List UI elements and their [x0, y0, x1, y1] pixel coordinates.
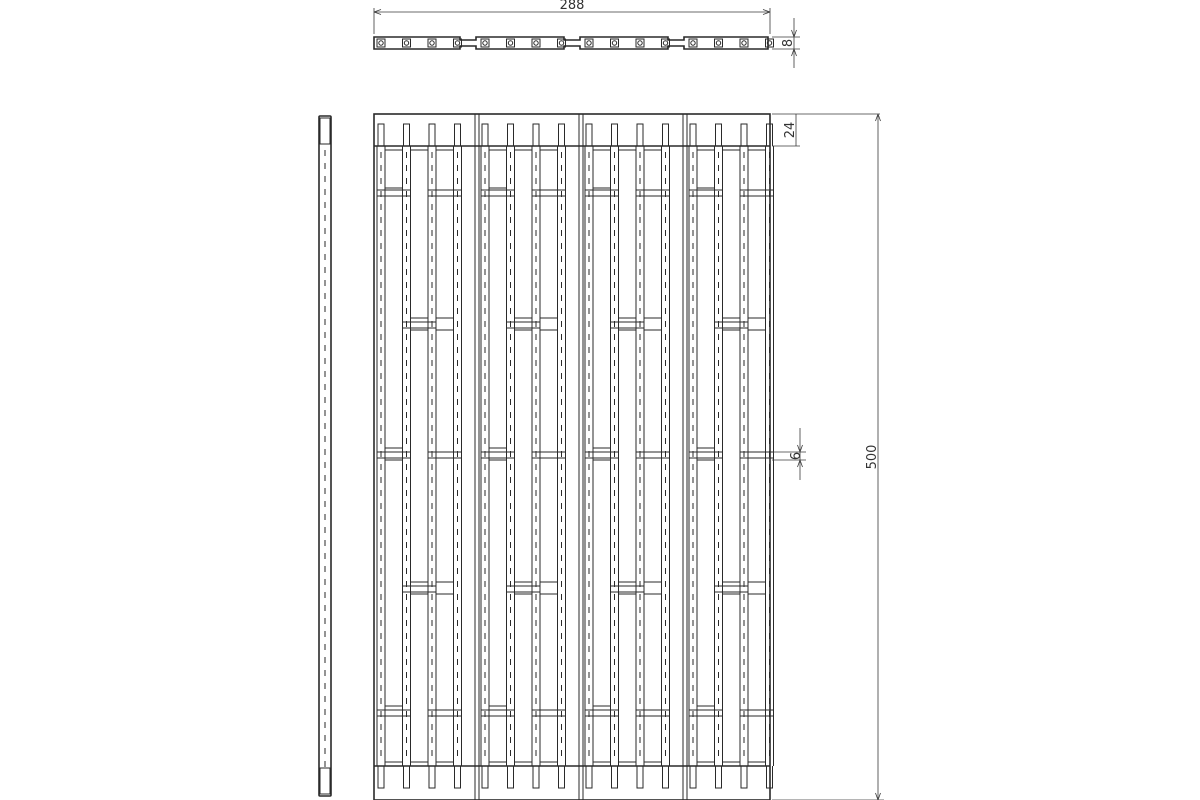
top-view-hole — [507, 39, 515, 47]
slot-opening — [515, 594, 533, 762]
dimension-thickness — [772, 18, 800, 68]
cross-link — [636, 452, 670, 458]
cross-link — [585, 190, 619, 196]
top-view-hole-center — [663, 41, 667, 45]
slot-opening — [489, 196, 507, 448]
slot-opening — [697, 460, 715, 706]
cross-link — [585, 710, 619, 716]
end-slot-top — [663, 124, 669, 146]
cross-link — [403, 586, 437, 592]
grate-module — [475, 114, 566, 800]
top-view-hole — [740, 39, 748, 47]
end-slot-bottom — [455, 766, 461, 788]
slot-opening — [515, 330, 533, 582]
slot-opening — [436, 150, 454, 318]
slot-opening — [489, 716, 507, 762]
top-view-hole-center — [587, 41, 591, 45]
dimension-end-band-label: 24 — [783, 121, 798, 139]
end-slot-bottom — [612, 766, 618, 788]
slot-opening — [619, 594, 637, 762]
end-slot-top — [378, 124, 384, 146]
slot-opening — [644, 330, 662, 582]
cross-link — [689, 710, 723, 716]
cross-link — [377, 452, 411, 458]
cross-link — [481, 710, 515, 716]
end-slot-bottom — [533, 766, 539, 788]
top-view-hole-center — [716, 41, 720, 45]
end-slot-top — [690, 124, 696, 146]
end-slot-bottom — [690, 766, 696, 788]
cross-link — [740, 710, 774, 716]
dimension-gap — [772, 428, 806, 480]
slot-opening — [385, 150, 403, 188]
end-slot-top — [508, 124, 514, 146]
end-slot-bottom — [586, 766, 592, 788]
slot-opening — [489, 460, 507, 706]
end-slot-top — [533, 124, 539, 146]
top-view-hole — [585, 39, 593, 47]
top-view-hole-center — [638, 41, 642, 45]
cross-link — [532, 452, 566, 458]
cross-link — [481, 190, 515, 196]
cross-link — [507, 322, 541, 328]
slot-opening — [385, 460, 403, 706]
slot-opening — [593, 460, 611, 706]
top-view-hole — [403, 39, 411, 47]
slot-opening — [436, 594, 454, 762]
slot-opening — [697, 716, 715, 762]
top-view-hole-center — [430, 41, 434, 45]
slot-opening — [644, 594, 662, 762]
cross-link — [428, 710, 462, 716]
cross-link — [611, 586, 645, 592]
slot-opening — [436, 330, 454, 582]
end-slot-bottom — [637, 766, 643, 788]
front-view — [374, 114, 774, 800]
top-view-hole-center — [508, 41, 512, 45]
slot-opening — [723, 330, 741, 582]
top-view-hole — [532, 39, 540, 47]
top-view-hole — [611, 39, 619, 47]
grate-module — [683, 114, 774, 800]
cross-link — [428, 452, 462, 458]
dimension-width — [374, 0, 770, 34]
slot-opening — [748, 594, 766, 762]
cross-link — [377, 190, 411, 196]
grate-module — [377, 124, 462, 788]
dimension-gap-label: 6 — [789, 451, 804, 461]
cross-link — [740, 190, 774, 196]
top-view-hole-center — [691, 41, 695, 45]
cross-link — [636, 710, 670, 716]
end-slot-bottom — [429, 766, 435, 788]
top-view-hole — [766, 39, 774, 47]
cross-link — [507, 586, 541, 592]
front-view-modules — [377, 114, 774, 800]
slot-opening — [540, 150, 558, 318]
end-slot-top — [586, 124, 592, 146]
top-view-hole-center — [404, 41, 408, 45]
dimension-thickness-label: 8 — [781, 38, 796, 48]
slot-opening — [748, 330, 766, 582]
slot-opening — [748, 150, 766, 318]
top-view-hole — [689, 39, 697, 47]
top-view-hole-center — [534, 41, 538, 45]
side-view — [319, 116, 331, 796]
top-view-hole-center — [455, 41, 459, 45]
end-slot-bottom — [663, 766, 669, 788]
top-view-hole-center — [612, 41, 616, 45]
top-view-hole — [481, 39, 489, 47]
grate-module — [579, 114, 670, 800]
end-slot-bottom — [508, 766, 514, 788]
end-slot-top — [559, 124, 565, 146]
dimension-width-label: 288 — [559, 0, 585, 13]
slot-opening — [385, 716, 403, 762]
cross-link — [585, 452, 619, 458]
top-view-hole — [377, 39, 385, 47]
end-slot-bottom — [482, 766, 488, 788]
end-slot-top — [716, 124, 722, 146]
top-view-hole — [636, 39, 644, 47]
slot-opening — [411, 594, 429, 762]
end-slot-bottom — [404, 766, 410, 788]
cross-link — [481, 452, 515, 458]
cross-link — [532, 190, 566, 196]
end-slot-top — [429, 124, 435, 146]
top-view — [374, 37, 774, 49]
cross-link — [689, 452, 723, 458]
end-slot-top — [404, 124, 410, 146]
slot-opening — [723, 150, 741, 318]
cross-link — [689, 190, 723, 196]
end-slot-top — [612, 124, 618, 146]
slot-opening — [697, 150, 715, 188]
cross-link — [740, 452, 774, 458]
top-view-hole-center — [559, 41, 563, 45]
slot-opening — [723, 594, 741, 762]
slot-opening — [540, 330, 558, 582]
end-slot-top — [455, 124, 461, 146]
slot-opening — [489, 150, 507, 188]
top-view-hole-center — [742, 41, 746, 45]
slot-opening — [619, 330, 637, 582]
top-view-hole-center — [379, 41, 383, 45]
slot-opening — [593, 150, 611, 188]
slot-opening — [385, 196, 403, 448]
cross-link — [611, 322, 645, 328]
top-view-hole — [715, 39, 723, 47]
dimension-end-band — [772, 114, 880, 146]
end-slot-bottom — [741, 766, 747, 788]
cross-link — [636, 190, 670, 196]
cross-link — [532, 710, 566, 716]
cross-link — [377, 710, 411, 716]
slot-opening — [411, 330, 429, 582]
slot-opening — [619, 150, 637, 318]
cross-link — [715, 322, 749, 328]
top-view-hole — [428, 39, 436, 47]
top-view-hole-center — [483, 41, 487, 45]
end-slot-top — [482, 124, 488, 146]
end-slot-top — [741, 124, 747, 146]
cross-link — [715, 586, 749, 592]
cross-link — [403, 322, 437, 328]
cross-link — [428, 190, 462, 196]
dimension-length-label: 500 — [865, 444, 880, 470]
end-slot-top — [637, 124, 643, 146]
slot-opening — [515, 150, 533, 318]
slot-opening — [411, 150, 429, 318]
slot-opening — [593, 716, 611, 762]
end-slot-bottom — [378, 766, 384, 788]
slot-opening — [540, 594, 558, 762]
slot-opening — [697, 196, 715, 448]
end-slot-bottom — [716, 766, 722, 788]
slot-opening — [644, 150, 662, 318]
slot-opening — [593, 196, 611, 448]
end-slot-bottom — [559, 766, 565, 788]
